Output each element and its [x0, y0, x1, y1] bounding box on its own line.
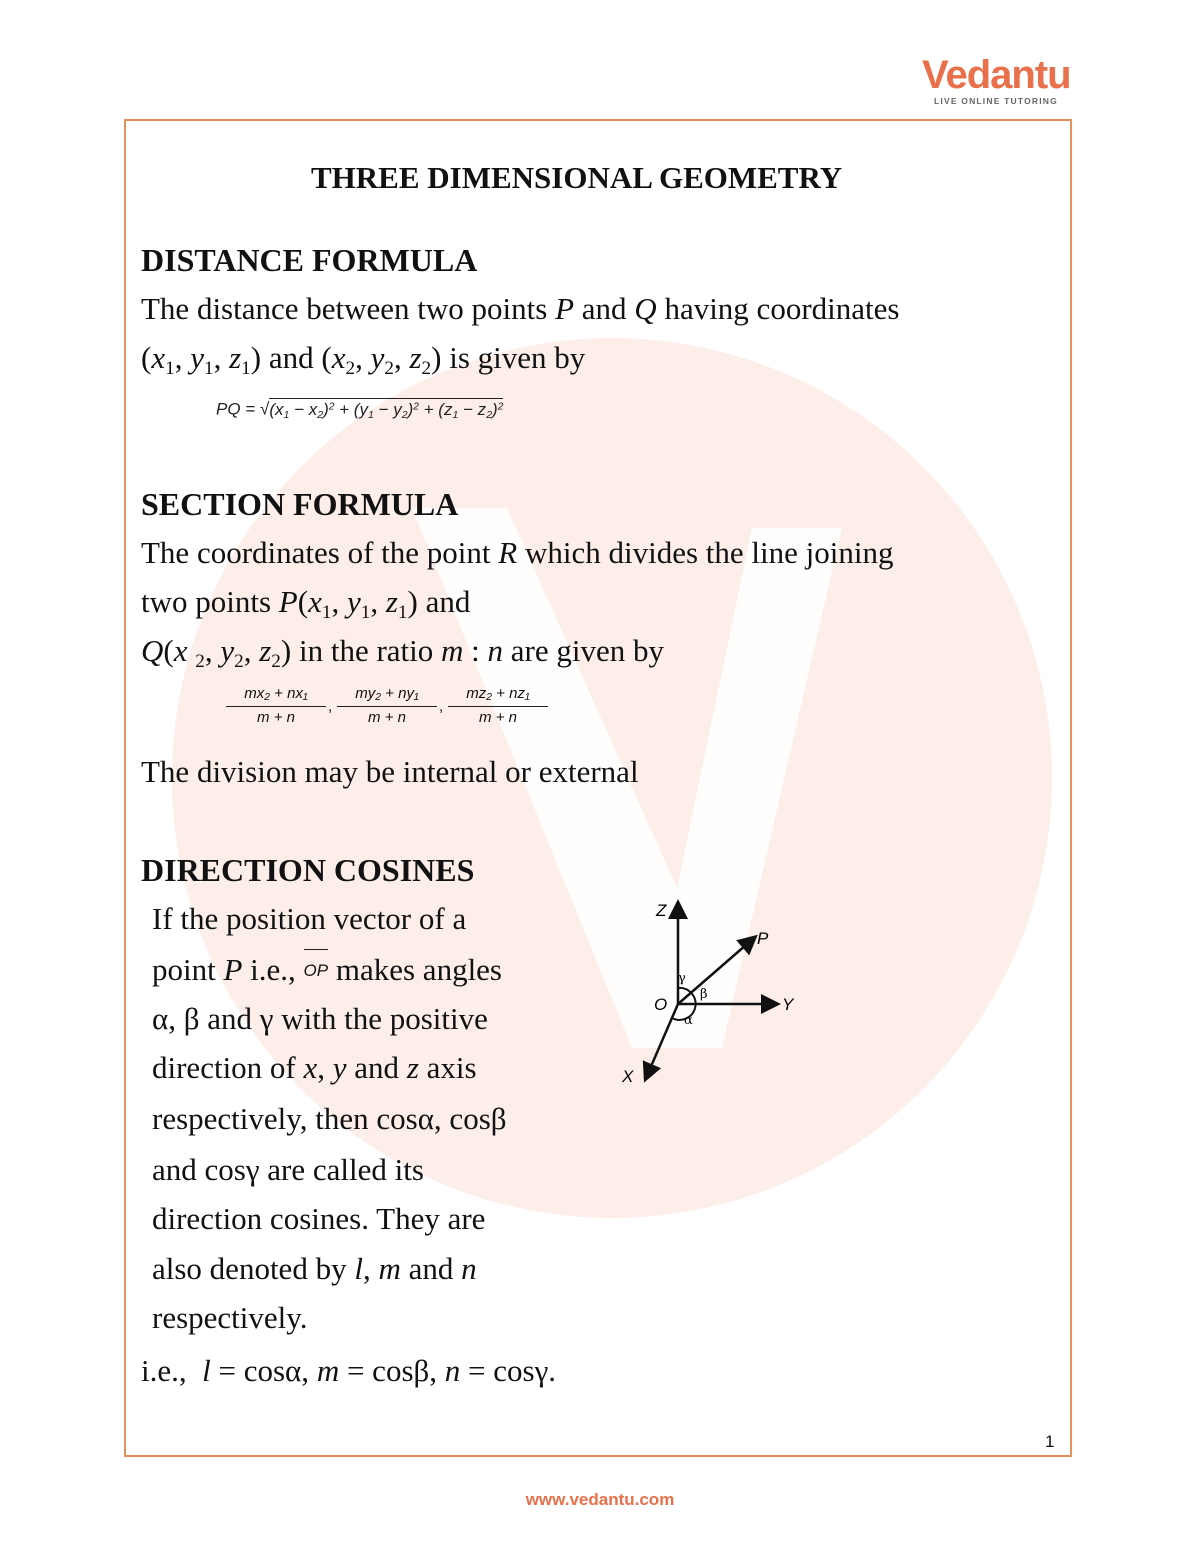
direction-cosines-diagram [620, 892, 810, 1092]
page-title: THREE DIMENSIONAL GEOMETRY [311, 160, 843, 195]
section-note: The division may be internal or external [141, 754, 639, 789]
op-vector [678, 938, 754, 1004]
cosines-line-2: point P i.e., OP makes angles [152, 950, 502, 993]
logo-tagline: LIVE ONLINE TUTORING [934, 96, 1058, 106]
distance-text-line-1: The distance between two points P and Q having coordinates [141, 291, 900, 326]
fraction-x: $\frac{\text{mx₂ + nx₁}}{m + n}$ [226, 684, 326, 729]
y-label: Y [782, 995, 794, 1014]
distance-heading: DISTANCE FORMULA [141, 242, 478, 278]
cosines-line-6: and cosγ are called its [152, 1152, 424, 1187]
fraction-y: $\frac{\text{my₂ + ny₁}}{m + n}$ [337, 684, 437, 729]
o-label: O [654, 995, 668, 1014]
footer-url[interactable]: www.vedantu.com [525, 1490, 675, 1509]
page-number: 1 [1045, 1432, 1055, 1451]
z-label: Z [656, 901, 667, 920]
section-text-line-1: The coordinates of the point R which divides the line joining [141, 535, 894, 570]
cosines-line-1: If the position vector of a [152, 901, 467, 936]
cosines-line-5: respectively, then cosα, cosβ [152, 1101, 507, 1136]
x-label: X [622, 1067, 634, 1086]
cosines-line-7: direction cosines. They are [152, 1201, 486, 1236]
fraction-comma: , [439, 698, 444, 715]
section-text-line-3: Q(x $_2$, $y_2$, $z_2$) in the ratio m : n are given by [141, 633, 665, 672]
cosines-line-4: direction of x, y and z axis [152, 1050, 477, 1085]
distance-text-line-2: ($x_1$, $y_1$, $z_1$) and ($x_2$, $y_2$, $z_2$) is given by [141, 340, 586, 379]
p-label: P [757, 929, 769, 948]
fraction-z: $\frac{\text{mz₂ + nz₁}}{m + n}$ [448, 684, 548, 729]
alpha-label: α [684, 1013, 693, 1028]
cosines-line-8: also denoted by l, m and n [152, 1251, 477, 1286]
vedantu-logo [922, 52, 1072, 108]
section-text-line-2: two points $P(x_1$, $y_1$, $z_1$) and [141, 584, 471, 623]
cosines-line-9: respectively. [152, 1300, 308, 1335]
gamma-label: γ [678, 971, 686, 986]
fraction-comma: , [328, 698, 333, 715]
cosines-line-3: α, β and γ with the positive [152, 1001, 488, 1036]
x-axis [646, 1004, 678, 1078]
cosines-heading: DIRECTION COSINES [141, 852, 475, 888]
logo-wordmark: Vedantu [922, 53, 1071, 97]
section-heading: SECTION FORMULA [141, 486, 459, 522]
distance-formula: PQ = $√(x_1 - x_2)^2 + (y_1 - y_2)^2 + (z_1 - z_2)^2$ [216, 399, 504, 421]
beta-label: β [700, 987, 708, 1002]
cosines-result: i.e., l = cosα, m = cosβ, n = cosγ. [141, 1353, 557, 1388]
